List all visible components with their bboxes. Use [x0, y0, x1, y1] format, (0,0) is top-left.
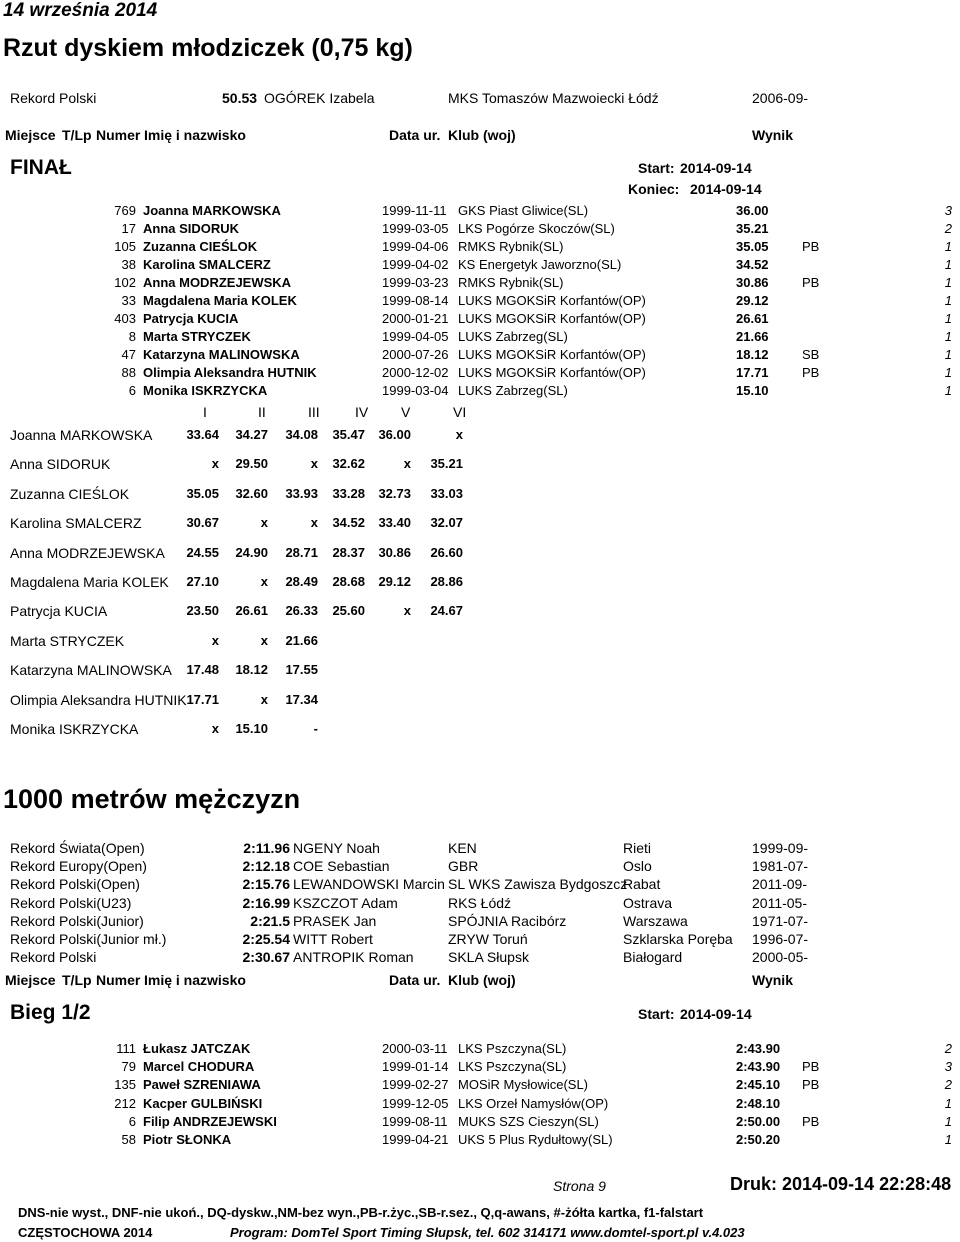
result: 35.21 [736, 221, 769, 236]
athlete-name: Marta STRYCZEK [10, 632, 125, 649]
final-start-label: Start: [638, 160, 675, 176]
result: 17.71 [736, 365, 769, 380]
birth-date: 1999-12-05 [382, 1095, 449, 1111]
athlete-name: Joanna MARKOWSKA [10, 427, 153, 443]
athlete-name: Patrycja KUCIA [143, 311, 239, 326]
attempt-header: III [308, 404, 320, 420]
program-info: Program: DomTel Sport Timing Słupsk, tel. 602 314171 www.domtel-sport.pl v.4.023 [230, 1225, 745, 1240]
record-place: Rabat [623, 876, 661, 893]
bib-number: 79 [121, 1059, 136, 1075]
record-result: 2:30.67 [242, 949, 290, 966]
athlete-name: Marta STRYCZEK [143, 329, 251, 344]
attempt-value: 24.55 [186, 544, 219, 560]
record-name: OGÓREK Izabela [264, 90, 375, 106]
attempt-value: 29.12 [378, 574, 411, 589]
col-data: Data ur. [389, 127, 441, 143]
record-name: NGENY Noah [293, 840, 380, 856]
attempt-value: x [455, 427, 463, 442]
heat-start-label: Start: [638, 1006, 675, 1022]
attempt-value: 32.73 [378, 485, 411, 501]
club: LUKS MGOKSiR Korfantów(OP) [458, 293, 646, 308]
col-miejsce: Miejsce [5, 127, 56, 143]
result: 36.00 [736, 203, 769, 218]
record-result: 2:25.54 [242, 931, 290, 947]
final-start: 2014-09-14 [680, 160, 752, 176]
birth-date: 2000-03-11 [382, 1041, 448, 1056]
record-place: Rieti [623, 840, 652, 856]
class: 1 [944, 257, 952, 272]
legend: DNS-nie wyst., DNF-nie ukoń., DQ-dyskw.,NM-bez wyn.,PB-r.życ.,SB-r.sez., Q,q-awans, #-żółta kartka, f1-falstart [18, 1205, 704, 1220]
bib-number: 6 [128, 383, 136, 398]
class: 1 [944, 365, 952, 380]
class: 3 [944, 203, 952, 218]
athlete-name: Zuzanna CIEŚLOK [10, 485, 130, 502]
attempt-header: IV [355, 404, 369, 420]
club: LKS Pszczyna(SL) [458, 1041, 567, 1056]
heat-title: Bieg 1/2 [10, 1001, 91, 1024]
note: PB [802, 275, 820, 290]
attempt-value: 33.93 [285, 485, 318, 501]
event2-title: 1000 metrów mężczyzn [3, 784, 301, 814]
record-place: Warszawa [623, 912, 688, 929]
result: 2:43.90 [736, 1059, 781, 1075]
result: 2:48.10 [736, 1095, 781, 1111]
col-tlp: T/Lp [62, 972, 92, 988]
record-label: Rekord Europy(Open) [10, 858, 147, 875]
athlete-name: Anna SIDORUK [143, 221, 240, 236]
class: 3 [944, 1059, 952, 1075]
print-timestamp: Druk: 2014-09-14 22:28:48 [730, 1174, 952, 1194]
birth-date: 1999-03-05 [382, 221, 449, 236]
attempt-value: 26.61 [235, 603, 268, 619]
bib-number: 111 [116, 1041, 136, 1056]
result: 15.10 [736, 383, 769, 398]
note: PB [802, 365, 820, 380]
bib-number: 135 [114, 1077, 136, 1093]
record-result: 2:12.18 [242, 858, 290, 875]
col-klub: Klub (woj) [448, 127, 516, 143]
record-club: GBR [448, 858, 479, 875]
final-end: 2014-09-14 [690, 181, 762, 197]
result: 2:43.90 [736, 1041, 781, 1056]
athlete-name: Filip ANDRZEJEWSKI [143, 1113, 277, 1129]
record-date: 1999-09- [752, 840, 809, 856]
club: LUKS MGOKSiR Korfantów(OP) [458, 311, 646, 326]
attempt-value: 26.60 [430, 544, 463, 560]
club: KS Energetyk Jaworzno(SL) [458, 257, 622, 272]
attempt-value: 25.60 [332, 603, 365, 619]
birth-date: 1999-04-06 [382, 239, 449, 254]
record-label: Rekord Świata(Open) [10, 840, 145, 856]
result: 35.05 [736, 239, 769, 254]
class: 1 [944, 329, 952, 344]
note: PB [802, 1113, 820, 1129]
result: 2:50.20 [736, 1132, 781, 1147]
attempt-value: 35.47 [332, 427, 365, 442]
col-wynik: Wynik [752, 127, 793, 143]
note: SB [802, 347, 820, 362]
attempt-value: 34.52 [332, 515, 365, 531]
attempt-header: I [203, 404, 207, 420]
record-club: ZRYW Toruń [448, 931, 528, 947]
attempt-value: x [310, 515, 318, 531]
record-club: KEN [448, 840, 477, 856]
record-label: Rekord Polski(Junior mł.) [10, 931, 167, 947]
record-result: 2:21.5 [250, 912, 290, 929]
athlete-name: Łukasz JATCZAK [143, 1041, 251, 1056]
athlete-name: Anna MODRZEJEWSKA [10, 544, 165, 561]
record-date: 2006-09- [752, 90, 809, 106]
club: LKS Orzeł Namysłów(OP) [458, 1095, 609, 1111]
attempt-value: 28.68 [332, 574, 365, 589]
attempt-value: 32.07 [430, 515, 463, 531]
col-wynik: Wynik [752, 972, 793, 988]
result: 26.61 [736, 311, 769, 326]
record-name: WITT Robert [293, 931, 373, 947]
birth-date: 1999-08-11 [382, 1113, 448, 1129]
club: LUKS MGOKSiR Korfantów(OP) [458, 365, 646, 380]
birth-date: 1999-04-05 [382, 329, 449, 344]
attempt-value: 24.67 [430, 603, 463, 619]
bib-number: 212 [114, 1095, 136, 1111]
club: GKS Piast Gliwice(SL) [458, 203, 589, 218]
attempt-value: 15.10 [235, 721, 268, 736]
record-date: 2000-05- [752, 949, 809, 966]
birth-date: 1999-04-21 [382, 1132, 449, 1147]
record-name: KSZCZOT Adam [293, 894, 398, 911]
record-date: 2011-09- [752, 876, 808, 893]
col-miejsce: Miejsce [5, 972, 56, 988]
bib-number: 38 [121, 257, 136, 272]
result: 2:45.10 [736, 1077, 781, 1093]
birth-date: 2000-07-26 [382, 347, 449, 362]
record-club: MKS Tomaszów Mazwoiecki Łódź [448, 90, 659, 106]
birth-date: 1999-03-04 [382, 383, 449, 398]
class: 1 [944, 1113, 952, 1129]
club: UKS 5 Plus Rydułtowy(SL) [458, 1132, 613, 1147]
attempt-value: 28.71 [285, 544, 318, 560]
record-club: SL WKS Zawisza Bydgoszcz [448, 876, 628, 893]
attempt-value: 33.64 [186, 427, 219, 442]
note: PB [802, 1077, 820, 1093]
athlete-name: Karolina SMALCERZ [143, 257, 271, 272]
attempt-value: 17.71 [186, 691, 219, 707]
attempt-value: 32.62 [332, 456, 365, 472]
athlete-name: Anna SIDORUK [10, 456, 111, 473]
athlete-name: Joanna MARKOWSKA [143, 203, 281, 218]
page-number: Strona 9 [553, 1178, 606, 1194]
attempt-value: x [260, 515, 268, 531]
birth-date: 2000-01-21 [382, 311, 449, 326]
record-date: 1981-07- [752, 858, 809, 875]
attempt-value: 17.55 [285, 662, 318, 678]
club: MUKS SZS Cieszyn(SL) [458, 1113, 599, 1129]
athlete-name: Karolina SMALCERZ [10, 515, 142, 532]
final-end-label: Koniec: [628, 181, 680, 197]
note: PB [802, 239, 820, 254]
result: 29.12 [736, 293, 769, 308]
bib-number: 17 [121, 221, 136, 236]
attempt-value: 33.40 [378, 515, 411, 531]
class: 1 [944, 383, 952, 398]
bib-number: 102 [114, 275, 136, 290]
bib-number: 403 [114, 311, 136, 326]
attempt-value: - [313, 721, 318, 736]
col-imie: Imię i nazwisko [144, 127, 246, 143]
attempt-value: 21.66 [285, 632, 318, 648]
attempt-value: 30.67 [186, 515, 219, 531]
attempt-value: 26.33 [285, 603, 318, 619]
attempt-value: 28.86 [430, 574, 463, 589]
birth-date: 1999-02-27 [382, 1077, 449, 1093]
record-date: 1996-07- [752, 931, 809, 947]
attempt-value: x [403, 456, 411, 472]
col-data: Data ur. [389, 972, 441, 988]
bib-number: 8 [128, 329, 136, 344]
record-label: Rekord Polski(Junior) [10, 912, 144, 929]
attempt-value: 34.27 [235, 427, 268, 442]
record-result: 50.53 [222, 90, 258, 106]
class: 1 [944, 311, 952, 326]
attempt-value: x [211, 632, 219, 648]
attempt-value: 33.03 [430, 485, 463, 501]
athlete-name: Monika ISKRZYCKA [143, 383, 268, 398]
attempt-value: 30.86 [378, 544, 411, 560]
club: LKS Pszczyna(SL) [458, 1059, 567, 1075]
club: RMKS Rybnik(SL) [458, 239, 564, 254]
athlete-name: Katarzyna MALINOWSKA [143, 347, 300, 362]
club: MOSiR Mysłowice(SL) [458, 1077, 589, 1093]
record-label: Rekord Polski [10, 949, 97, 966]
bib-number: 769 [114, 203, 136, 218]
class: 1 [944, 1095, 952, 1111]
club: LUKS Zabrzeg(SL) [458, 329, 568, 344]
class: 1 [944, 239, 952, 254]
attempt-value: 28.37 [332, 544, 365, 560]
col-klub: Klub (woj) [448, 972, 516, 988]
attempt-value: 35.05 [186, 485, 219, 501]
athlete-name: Marcel CHODURA [143, 1059, 255, 1075]
final-title: FINAŁ [10, 156, 72, 179]
attempt-value: 17.34 [285, 691, 318, 707]
attempt-value: x [403, 603, 411, 619]
attempt-value: 32.60 [235, 485, 268, 501]
athlete-name: Magdalena Maria KOLEK [143, 293, 297, 308]
record-label: Rekord Polski(U23) [10, 894, 132, 911]
athlete-name: Anna MODRZEJEWSKA [143, 275, 292, 290]
attempt-value: x [310, 456, 318, 472]
attempt-value: 29.50 [235, 456, 268, 472]
attempt-value: x [260, 632, 268, 648]
class: 1 [944, 347, 952, 362]
bib-number: 47 [121, 347, 136, 362]
club: RMKS Rybnik(SL) [458, 275, 564, 290]
bib-number: 88 [121, 365, 136, 380]
attempt-value: x [260, 691, 268, 707]
athlete-name: Kacper GULBIŃSKI [143, 1095, 263, 1111]
record-name: ANTROPIK Roman [293, 949, 414, 966]
athlete-name: Olimpia Aleksandra HUTNIK [10, 691, 187, 708]
bib-number: 6 [128, 1113, 136, 1129]
attempt-value: 23.50 [186, 603, 219, 619]
bib-number: 33 [121, 293, 136, 308]
bib-number: 105 [114, 239, 136, 254]
result: 2:50.00 [736, 1113, 781, 1129]
record-name: PRASEK Jan [293, 912, 377, 929]
col-imie: Imię i nazwisko [144, 972, 246, 988]
result: 18.12 [736, 347, 769, 362]
record-date: 1971-07- [752, 912, 809, 929]
record-club: SPÓJNIA Racibórz [448, 912, 567, 929]
date-title: 14 września 2014 [3, 0, 158, 21]
result: 30.86 [736, 275, 769, 290]
attempt-value: 36.00 [378, 427, 411, 442]
athlete-name: Olimpia Aleksandra HUTNIK [143, 365, 317, 380]
record-date: 2011-05- [752, 894, 808, 911]
record-result: 2:15.76 [242, 876, 290, 893]
event-title: Rzut dyskiem młodziczek (0,75 kg) [3, 34, 413, 62]
heat-start: 2014-09-14 [680, 1006, 752, 1022]
result: 21.66 [736, 329, 769, 344]
athlete-name: Monika ISKRZYCKA [10, 721, 139, 737]
athlete-name: Piotr SŁONKA [143, 1132, 232, 1147]
birth-date: 1999-04-02 [382, 257, 449, 272]
attempt-value: 18.12 [235, 662, 268, 678]
class: 2 [944, 1041, 952, 1056]
birth-date: 2000-12-02 [382, 365, 449, 380]
club: LKS Pogórze Skoczów(SL) [458, 221, 615, 236]
attempt-value: x [260, 574, 268, 589]
col-numer: Numer [96, 127, 141, 143]
attempt-value: x [211, 721, 219, 736]
record-club: RKS Łódź [448, 894, 512, 911]
record-result: 2:16.99 [242, 894, 290, 911]
attempt-value: 24.90 [235, 544, 268, 560]
birth-date: 1999-01-14 [382, 1059, 449, 1075]
attempt-value: 33.28 [332, 485, 365, 501]
attempt-header: II [258, 404, 266, 420]
class: 1 [944, 1132, 952, 1147]
record-name: LEWANDOWSKI Marcin [293, 876, 445, 893]
athlete-name: Zuzanna CIEŚLOK [143, 239, 258, 254]
attempt-value: 34.08 [285, 427, 318, 442]
record-result: 2:11.96 [243, 840, 290, 856]
athlete-name: Patrycja KUCIA [10, 603, 108, 620]
attempt-value: 27.10 [186, 574, 219, 589]
city: CZĘSTOCHOWA 2014 [18, 1225, 153, 1240]
attempt-value: 35.21 [430, 456, 463, 472]
record-place: Białogard [623, 949, 683, 966]
record-club: SKLA Słupsk [448, 949, 529, 966]
club: LUKS Zabrzeg(SL) [458, 383, 568, 398]
athlete-name: Magdalena Maria KOLEK [10, 574, 169, 590]
attempt-value: 17.48 [186, 662, 219, 678]
athlete-name: Paweł SZRENIAWA [143, 1077, 261, 1093]
col-numer: Numer [96, 972, 141, 988]
attempt-header: VI [453, 404, 467, 420]
attempt-header: V [401, 404, 411, 420]
record-place: Oslo [623, 858, 652, 875]
record-label: Rekord Polski(Open) [10, 876, 140, 893]
bib-number: 58 [121, 1132, 136, 1147]
result: 34.52 [736, 257, 769, 272]
attempt-value: 28.49 [285, 574, 318, 589]
birth-date: 1999-08-14 [382, 293, 449, 308]
record-place: Szklarska Poręba [623, 931, 733, 947]
attempt-value: x [211, 456, 219, 472]
col-tlp: T/Lp [62, 127, 92, 143]
record-label: Rekord Polski [10, 90, 97, 106]
record-place: Ostrava [623, 894, 673, 911]
birth-date: 1999-03-23 [382, 275, 449, 290]
class: 2 [944, 221, 952, 236]
class: 2 [944, 1077, 952, 1093]
class: 1 [944, 275, 952, 290]
athlete-name: Katarzyna MALINOWSKA [10, 662, 172, 679]
club: LUKS MGOKSiR Korfantów(OP) [458, 347, 646, 362]
birth-date: 1999-11-11 [382, 203, 447, 218]
class: 1 [944, 293, 952, 308]
note: PB [802, 1059, 820, 1075]
record-name: COE Sebastian [293, 858, 390, 875]
